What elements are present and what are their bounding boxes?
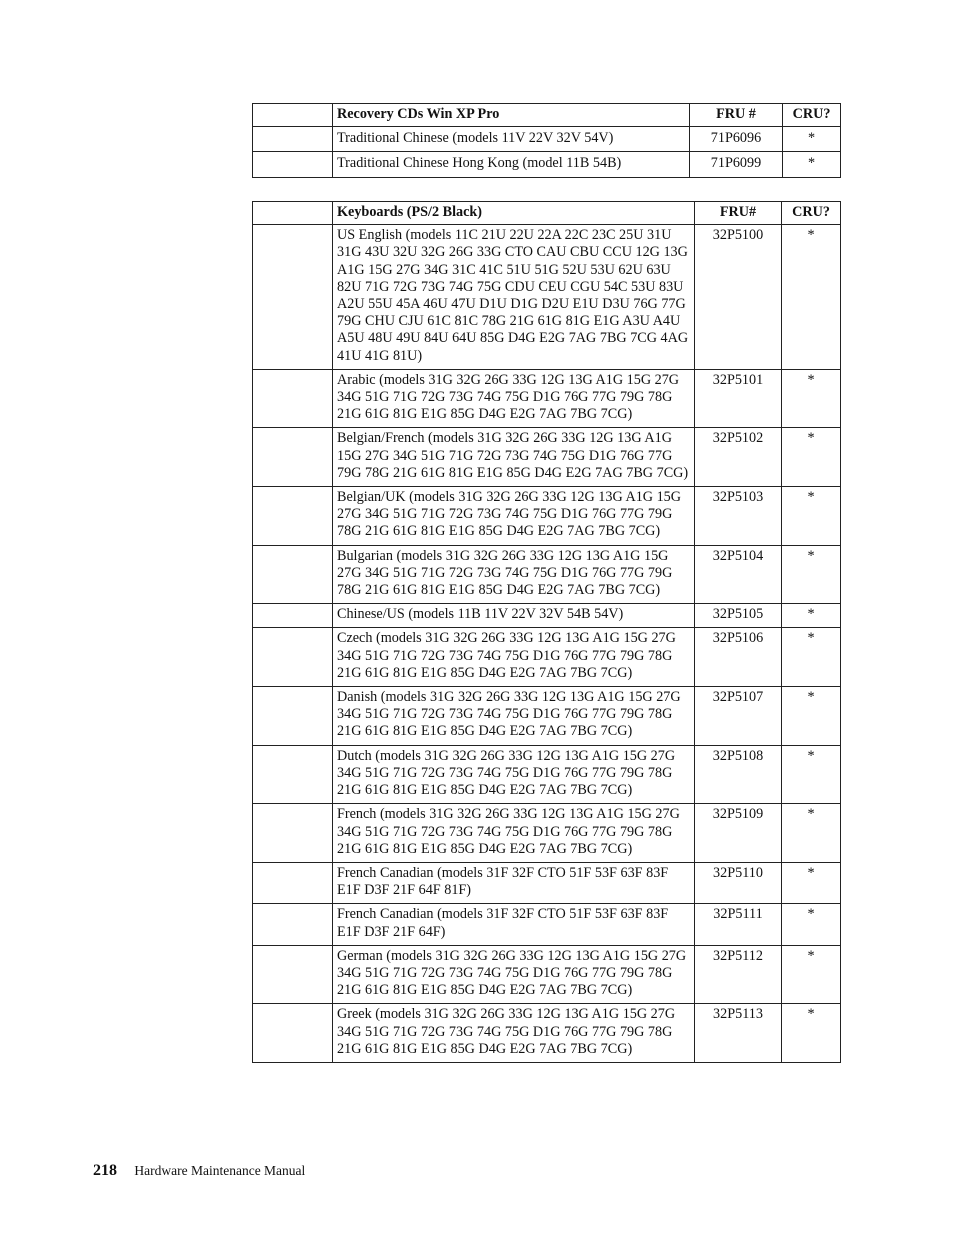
fru-cell: 32P5106 [695,628,782,687]
description-cell: French (models 31G 32G 26G 33G 12G 13G A1G 15G 27G 34G 51G 71G 72G 73G 74G 75G D1G 76G 77G 79G 78G 21G 61G 81G E1G 85G D4G E2G 7AG 7BG 7CG) [333,804,695,863]
description-cell: Dutch (models 31G 32G 26G 33G 12G 13G A1G 15G 27G 34G 51G 71G 72G 73G 74G 75G D1G 76G 77G 79G 78G 21G 61G 81G E1G 85G D4G E2G 7AG 7BG 7CG) [333,745,695,804]
blank-cell [253,428,333,487]
fru-cell: 32P5102 [695,428,782,487]
blank-header-cell [253,104,333,127]
table-row [253,1004,841,1063]
fru-cell: 71P6096 [690,127,783,152]
table-row [253,152,841,177]
description-cell: Bulgarian (models 31G 32G 26G 33G 12G 13G A1G 15G 27G 34G 51G 71G 72G 73G 74G 75G D1G 76G 77G 79G 78G 21G 61G 81G E1G 85G D4G E2G 7AG 7BG 7CG) [333,545,695,604]
cru-cell: * [783,152,841,177]
blank-header-cell [253,202,333,225]
table-row [253,687,841,746]
fru-cell: 32P5105 [695,604,782,628]
blank-cell [253,545,333,604]
description-header: Keyboards (PS/2 Black) [333,202,695,225]
table-header-row [253,104,841,127]
fru-cell: 32P5108 [695,745,782,804]
blank-cell [253,904,333,945]
blank-cell [253,804,333,863]
cru-cell: * [782,604,841,628]
blank-cell [253,127,333,152]
cru-cell: * [782,862,841,903]
fru-header: FRU # [690,104,783,127]
fru-cell: 32P5100 [695,225,782,370]
cru-cell: * [782,369,841,428]
fru-header: FRU# [695,202,782,225]
fru-cell: 32P5111 [695,904,782,945]
description-cell: Czech (models 31G 32G 26G 33G 12G 13G A1G 15G 27G 34G 51G 71G 72G 73G 74G 75G D1G 76G 77G 79G 78G 21G 61G 81G E1G 85G D4G E2G 7AG 7BG 7CG) [333,628,695,687]
blank-cell [253,152,333,177]
table-row [253,428,841,487]
cru-cell: * [782,904,841,945]
table-row [253,628,841,687]
table-row [253,904,841,945]
blank-cell [253,1004,333,1063]
description-cell: Belgian/French (models 31G 32G 26G 33G 12G 13G A1G 15G 27G 34G 51G 71G 72G 73G 74G 75G D1G 76G 77G 79G 78G 21G 61G 81G E1G 85G D4G E2G 7AG 7BG 7CG) [333,428,695,487]
cru-cell: * [782,487,841,546]
cru-header: CRU? [782,202,841,225]
cru-cell: * [782,804,841,863]
cru-cell: * [782,628,841,687]
description-cell: Danish (models 31G 32G 26G 33G 12G 13G A1G 15G 27G 34G 51G 71G 72G 73G 74G 75G D1G 76G 77G 79G 78G 21G 61G 81G E1G 85G D4G E2G 7AG 7BG 7CG) [333,687,695,746]
blank-cell [253,745,333,804]
fru-cell: 32P5101 [695,369,782,428]
table-row [253,127,841,152]
description-header: Recovery CDs Win XP Pro [333,104,690,127]
description-cell: Traditional Chinese Hong Kong (model 11B 54B) [333,152,690,177]
blank-cell [253,945,333,1004]
manual-title: Hardware Maintenance Manual [134,1163,306,1178]
table-row [253,745,841,804]
cru-cell: * [782,687,841,746]
description-cell: Chinese/US (models 11B 11V 22V 32V 54B 54V) [333,604,695,628]
fru-cell: 71P6099 [690,152,783,177]
description-cell: Traditional Chinese (models 11V 22V 32V 54V) [333,127,690,152]
blank-cell [253,225,333,370]
blank-cell [253,628,333,687]
description-cell: French Canadian (models 31F 32F CTO 51F 53F 63F 83F E1F D3F 21F 64F) [333,904,695,945]
fru-cell: 32P5104 [695,545,782,604]
table-row [253,369,841,428]
description-cell: French Canadian (models 31F 32F CTO 51F 53F 63F 83F E1F D3F 21F 64F 81F) [333,862,695,903]
description-cell: US English (models 11C 21U 22U 22A 22C 23C 25U 31U 31G 43U 32U 32G 26G 33G CTO CAU CBU CCU 12G 13G A1G 15G 27G 34G 31C 41C 51U 51G 52U 53U 62U 63U 82U 71G 72G 73G 74G 75G CDU CEU CGU 54C 53U 83U A2U 55U 45A 46U 47U D1U D1G D2U E1U D3U 76G 77G 79G CHU CJU 61C 81C 78G 21G 61G 81G E1G A3U A4U A5U 48U 49U 84U 64U 85G D4G E2G 7AG 7BG 7CG 4AG 41U 41G 81U) [333,225,695,370]
blank-cell [253,369,333,428]
table-row [253,604,841,628]
fru-cell: 32P5103 [695,487,782,546]
cru-header: CRU? [783,104,841,127]
fru-cell: 32P5107 [695,687,782,746]
description-cell: Greek (models 31G 32G 26G 33G 12G 13G A1G 15G 27G 34G 51G 71G 72G 73G 74G 75G D1G 76G 77G 79G 78G 21G 61G 81G E1G 85G D4G E2G 7AG 7BG 7CG) [333,1004,695,1063]
description-cell: German (models 31G 32G 26G 33G 12G 13G A1G 15G 27G 34G 51G 71G 72G 73G 74G 75G D1G 76G 77G 79G 78G 21G 61G 81G E1G 85G D4G E2G 7AG 7BG 7CG) [333,945,695,1004]
fru-cell: 32P5113 [695,1004,782,1063]
cru-cell: * [782,225,841,370]
table-row [253,862,841,903]
table-row [253,945,841,1004]
fru-cell: 32P5112 [695,945,782,1004]
table-row [253,487,841,546]
cru-cell: * [782,545,841,604]
cru-cell: * [783,127,841,152]
blank-cell [253,687,333,746]
blank-cell [253,487,333,546]
cru-cell: * [782,945,841,1004]
cru-cell: * [782,745,841,804]
cru-cell: * [782,1004,841,1063]
description-cell: Arabic (models 31G 32G 26G 33G 12G 13G A1G 15G 27G 34G 51G 71G 72G 73G 74G 75G D1G 76G 77G 79G 78G 21G 61G 81G E1G 85G D4G E2G 7AG 7BG 7CG) [333,369,695,428]
table-row [253,804,841,863]
table-header-row [253,202,841,225]
fru-cell: 32P5109 [695,804,782,863]
blank-cell [253,604,333,628]
table-row [253,545,841,604]
cru-cell: * [782,428,841,487]
recovery-cds-table [252,103,841,178]
blank-cell [253,862,333,903]
page-number: 218 [93,1162,117,1179]
table-row [253,225,841,370]
fru-cell: 32P5110 [695,862,782,903]
description-cell: Belgian/UK (models 31G 32G 26G 33G 12G 13G A1G 15G 27G 34G 51G 71G 72G 73G 74G 75G D1G 76G 77G 79G 78G 21G 61G 81G E1G 85G D4G E2G 7AG 7BG 7CG) [333,487,695,546]
keyboards-table [252,201,841,1063]
page-footer [93,1162,305,1180]
